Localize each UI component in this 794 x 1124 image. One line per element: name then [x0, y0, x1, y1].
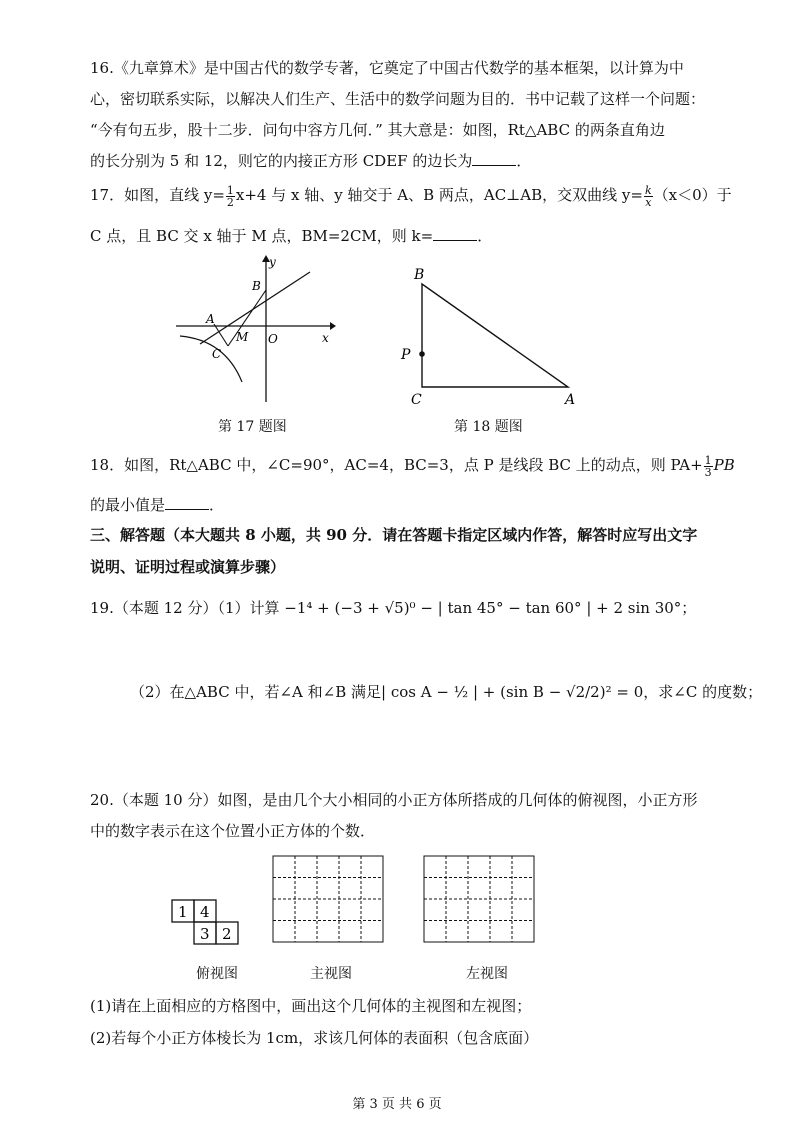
- q16-line3: “今有句五步，股十二步．问句中容方几何．” 其大意是：如图，Rt△ABC 的两条直角边: [90, 121, 665, 139]
- top-view-num: 2: [222, 925, 232, 943]
- fig17-label-y: y: [269, 255, 276, 269]
- left-view-grid[interactable]: [423, 855, 537, 945]
- q16-line1: 16.《九章算术》是中国古代的数学专著，它奠定了中国古代数学的基本框架，以计算为中: [90, 59, 684, 77]
- q17-line2-text: C 点，且 BC 交 x 轴于 M 点，BM=2CM，则 k=: [90, 227, 434, 245]
- q17-frac-den: 2: [226, 195, 234, 209]
- fig17-caption: 第 17 题图: [218, 419, 287, 435]
- q17-text-b: x+4 与 x 轴、y 轴交于 A、B 两点，AC⊥AB，交双曲线 y=: [235, 186, 643, 204]
- fig18-triangle: [422, 284, 568, 387]
- q20-part1: (1)请在上面相应的方格图中，画出这个几何体的主视图和左视图；: [90, 997, 532, 1015]
- section3-line2: 说明、证明过程或演算步骤）: [90, 558, 286, 576]
- top-view-num: 3: [200, 925, 210, 943]
- q17-line1: [90, 184, 732, 208]
- q16-line4-text: 的长分别为 5 和 12，则它的内接正方形 CDEF 的边长为: [90, 152, 473, 170]
- fig17-label-B: B: [252, 279, 261, 293]
- fig17-label-M: M: [236, 330, 249, 344]
- fig17-label-O: O: [268, 332, 278, 346]
- top-view-caption: 俯视图: [196, 966, 238, 982]
- q16-line4: 的长分别为 5 和 12，则它的内接正方形 CDEF 的边长为 ．: [90, 152, 532, 170]
- fig18-label-A: A: [565, 392, 576, 408]
- q19-line1: 19.（本题 12 分）（1）计算 −1⁴ + (−3 + √5)⁰ − | tan 45° − tan 60° | + 2 sin 30°；: [90, 599, 697, 617]
- q18-text-a: 18．如图，Rt△ABC 中，∠C=90°，AC=4，BC=3，点 P 是线段 BC 上的动点，则 PA+: [90, 456, 703, 474]
- figure-18: [390, 262, 590, 412]
- q16-line2: 心，密切联系实际，以解决人们生产、生活中的数学问题为目的．书中记载了这样一个问题：: [90, 90, 706, 108]
- q17-k-fraction: [644, 185, 653, 208]
- q17-frac-num: 1: [226, 183, 234, 197]
- page-footer: 第 3 页 共 6 页: [352, 1097, 442, 1112]
- left-grid-lines: [424, 856, 534, 942]
- q18-line2: 的最小值是 ．: [90, 496, 225, 514]
- fig17-label-x: x: [322, 331, 329, 345]
- q20-part2: (2)若每个小正方体棱长为 1cm，求该几何体的表面积（包含底面）: [90, 1029, 539, 1047]
- fig17-hyperbola: [180, 336, 242, 382]
- top-view-num: 4: [200, 903, 210, 921]
- q17-text-c: （x＜0）于: [653, 186, 732, 204]
- q19-equation: | cos A − ½ | + (sin B − √2/2)² = 0: [381, 683, 644, 701]
- fig18-label-P: P: [401, 347, 411, 363]
- q20-line2: 中的数字表示在这个位置小正方体的个数．: [90, 822, 376, 840]
- fig18-label-B: B: [414, 267, 425, 283]
- front-view-grid[interactable]: [272, 855, 386, 945]
- q18-answer-blank[interactable]: [165, 495, 209, 510]
- fig18-label-C: C: [411, 392, 422, 408]
- q17-answer-blank[interactable]: [433, 226, 477, 241]
- q19-line2-c: ，求∠C 的度数；: [643, 683, 763, 701]
- figure-17: [170, 252, 340, 412]
- q19-line2-a: （2）在△ABC 中，若∠A 和∠B 满足: [130, 683, 381, 701]
- q18-fraction: [704, 455, 713, 478]
- q16-answer-blank[interactable]: [472, 151, 516, 166]
- top-view-figure: [170, 898, 250, 950]
- q17-fraction: [226, 185, 235, 208]
- fig17-label-C: C: [212, 347, 222, 361]
- q17-line2: C 点，且 BC 交 x 轴于 M 点，BM=2CM，则 k= ．: [90, 227, 493, 245]
- fig17-x-arrow: [330, 322, 336, 330]
- q19-line2: [130, 681, 762, 703]
- q20-line1: 20.（本题 10 分）如图，是由几个大小相同的小正方体所搭成的几何体的俯视图，小正方形: [90, 791, 698, 809]
- fig18-point-P: [419, 351, 425, 357]
- q18-text-b: PB: [713, 456, 735, 474]
- q17-k: k: [644, 183, 652, 197]
- q18-line2-text: 的最小值是: [90, 496, 166, 514]
- q18-frac-num: 1: [704, 453, 712, 467]
- fig18-caption: 第 18 题图: [454, 419, 523, 435]
- q17-text-a: 17．如图，直线 y=: [90, 186, 225, 204]
- q18-frac-den: 3: [704, 465, 712, 479]
- left-view-caption: 左视图: [466, 966, 508, 982]
- fig17-label-A: A: [206, 312, 215, 326]
- q17-x: x: [645, 195, 652, 209]
- front-grid-lines: [273, 856, 383, 942]
- section3-line1: 三、解答题（本大题共 8 小题，共 90 分．请在答题卡指定区域内作答，解答时应写出文字: [90, 526, 698, 544]
- top-view-num: 1: [178, 903, 188, 921]
- front-view-caption: 主视图: [310, 966, 352, 982]
- q18-line1: [90, 454, 735, 478]
